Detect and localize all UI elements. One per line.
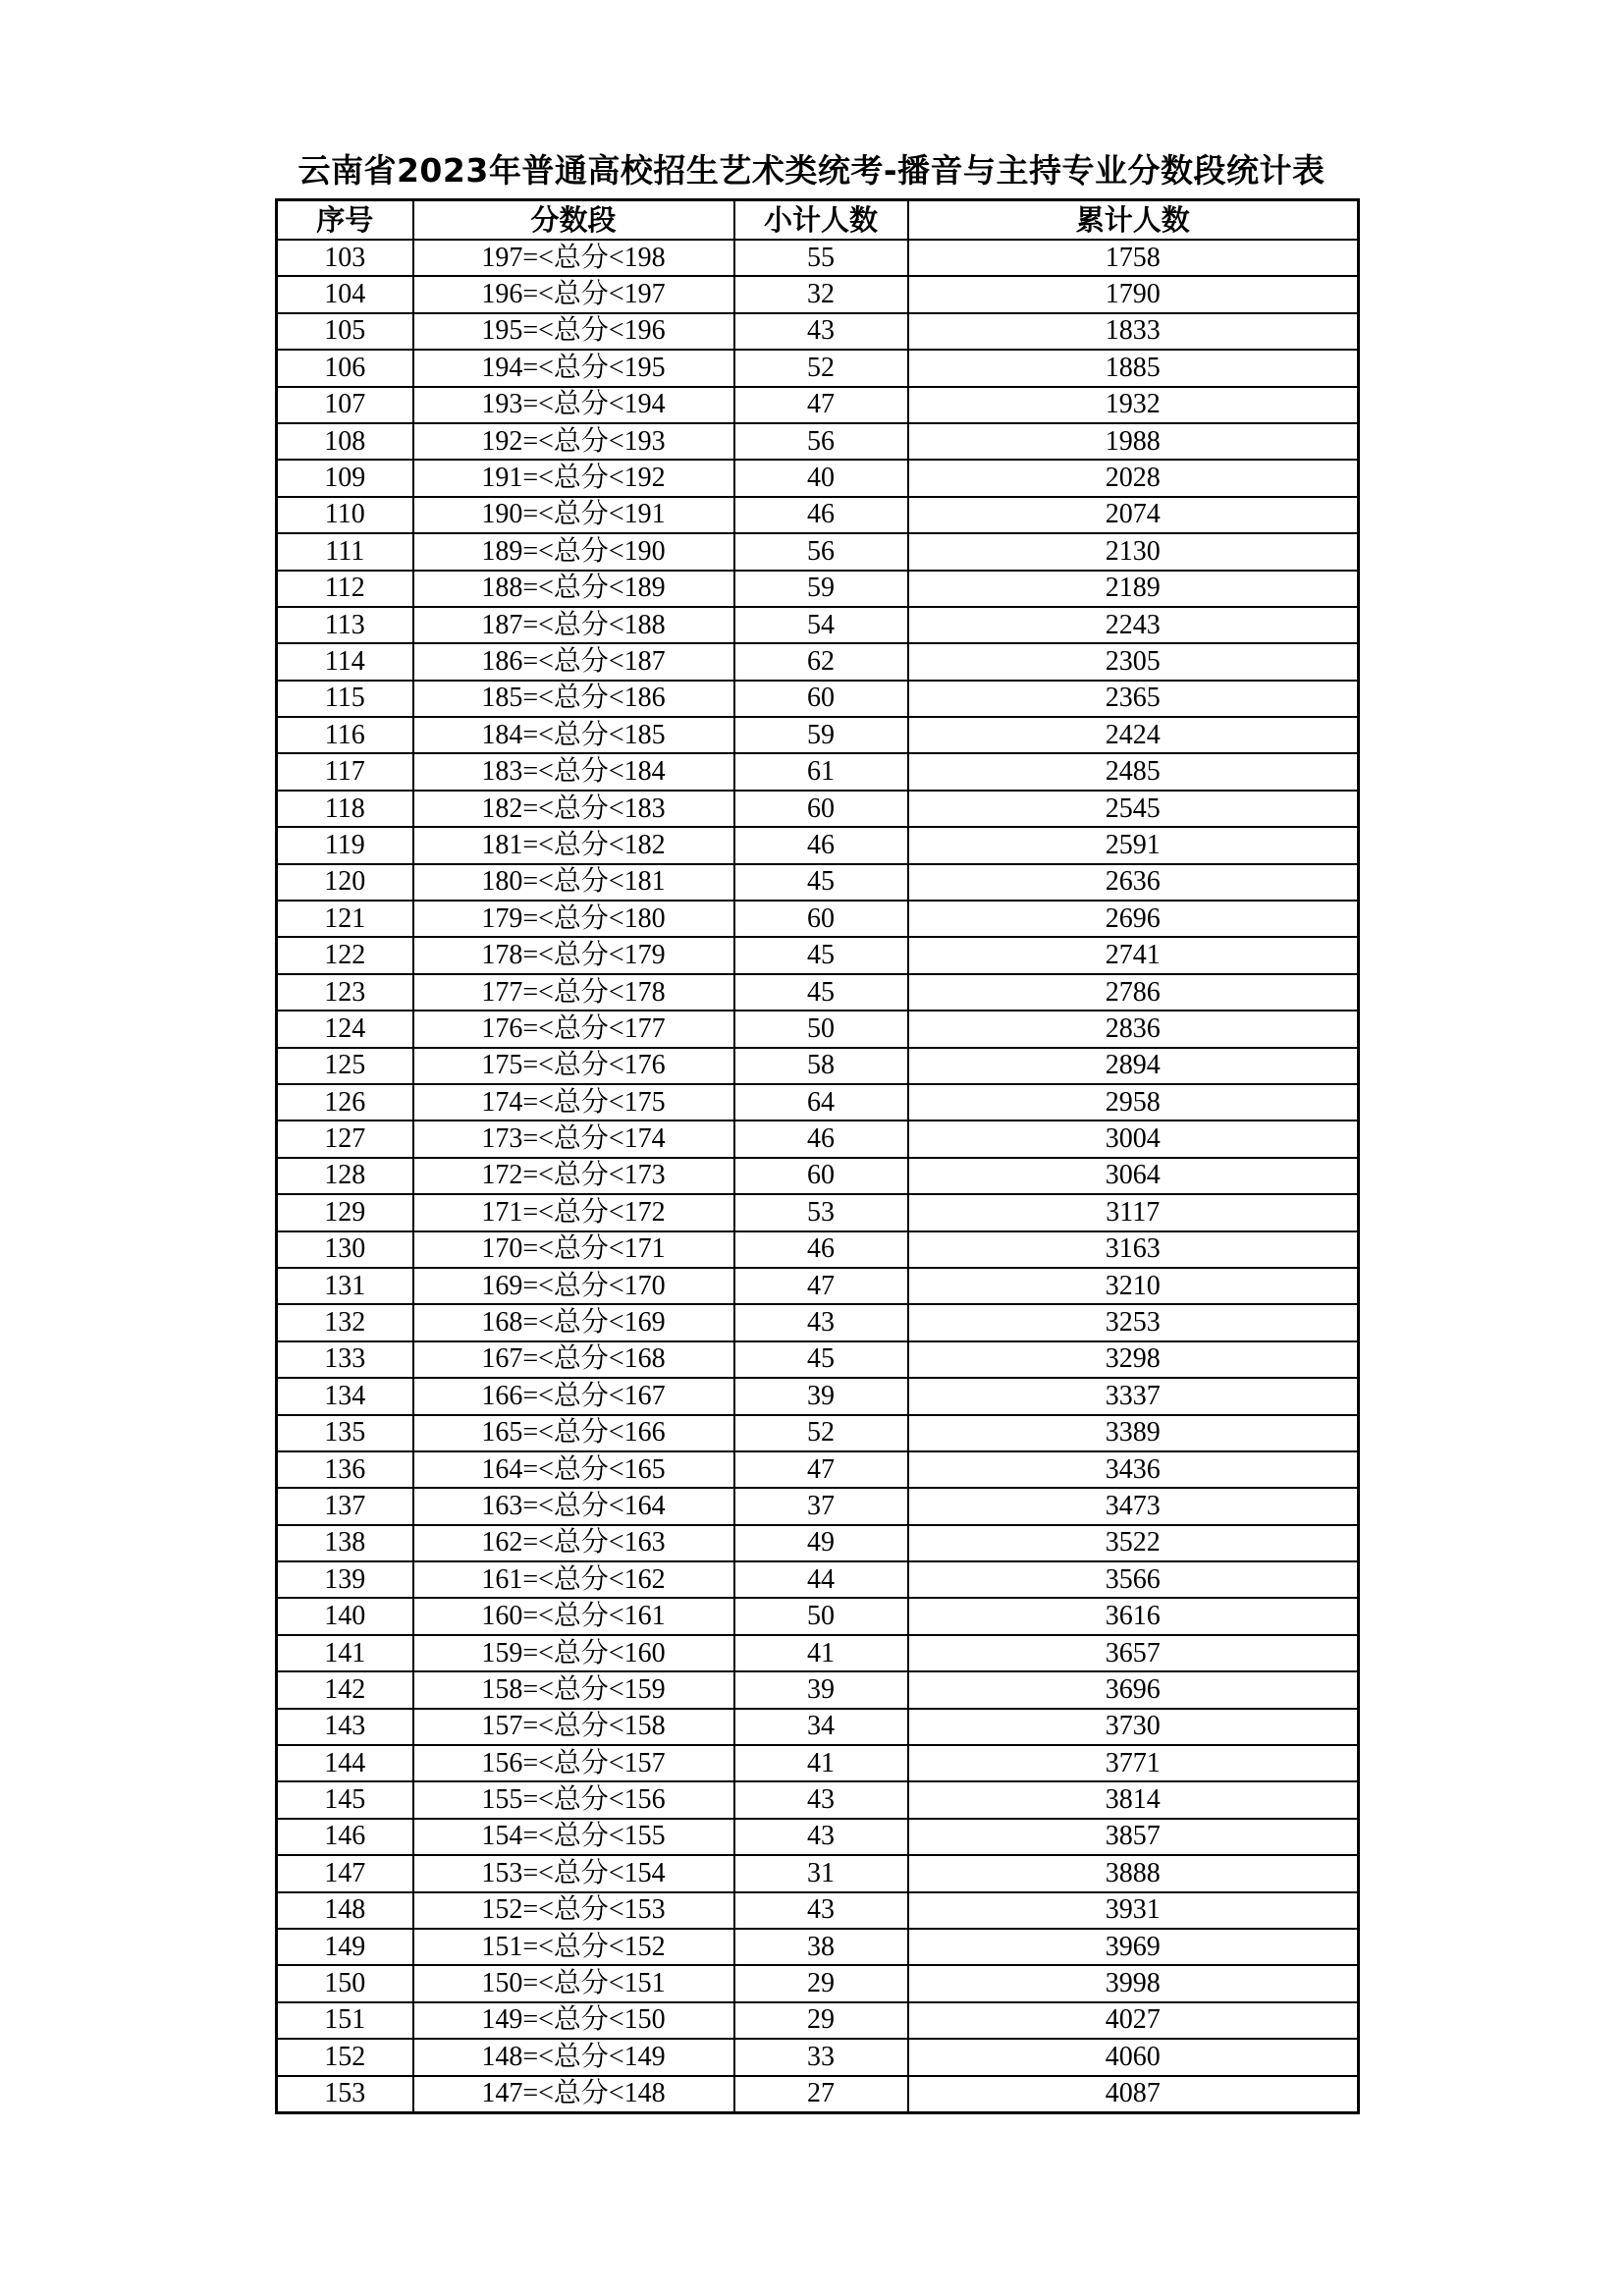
subtotal-count-cell: 54 bbox=[734, 607, 908, 643]
serial-number-cell: 122 bbox=[277, 937, 413, 973]
serial-number-cell: 121 bbox=[277, 901, 413, 937]
table-row bbox=[277, 460, 1359, 496]
serial-number-cell: 103 bbox=[277, 240, 413, 276]
score-range-cell: 148=<总分<149 bbox=[413, 2039, 734, 2075]
subtotal-count-cell: 60 bbox=[734, 791, 908, 827]
subtotal-count-cell: 58 bbox=[734, 1048, 908, 1084]
subtotal-count-cell: 56 bbox=[734, 423, 908, 460]
cumulative-count-cell: 1932 bbox=[908, 387, 1359, 423]
serial-number-cell: 140 bbox=[277, 1598, 413, 1634]
cumulative-count-cell: 2130 bbox=[908, 533, 1359, 570]
table-row bbox=[277, 1892, 1359, 1929]
subtotal-count-cell: 46 bbox=[734, 1121, 908, 1157]
score-range-cell: 160=<总分<161 bbox=[413, 1598, 734, 1634]
subtotal-count-cell: 27 bbox=[734, 2076, 908, 2113]
serial-number-cell: 141 bbox=[277, 1635, 413, 1671]
subtotal-count-cell: 43 bbox=[734, 1304, 908, 1340]
score-range-cell: 156=<总分<157 bbox=[413, 1745, 734, 1781]
table-row bbox=[277, 240, 1359, 276]
table-row bbox=[277, 1084, 1359, 1121]
score-distribution-table bbox=[275, 198, 1360, 2114]
table-row bbox=[277, 681, 1359, 717]
table-row bbox=[277, 827, 1359, 863]
table-row bbox=[277, 937, 1359, 973]
cumulative-count-cell: 3337 bbox=[908, 1378, 1359, 1414]
subtotal-count-cell: 61 bbox=[734, 753, 908, 790]
score-range-cell: 169=<总分<170 bbox=[413, 1268, 734, 1304]
serial-number-cell: 149 bbox=[277, 1929, 413, 1965]
cumulative-count-cell: 2028 bbox=[908, 460, 1359, 496]
score-range-cell: 186=<总分<187 bbox=[413, 643, 734, 680]
serial-number-cell: 130 bbox=[277, 1231, 413, 1268]
score-range-cell: 173=<总分<174 bbox=[413, 1121, 734, 1157]
serial-number-cell: 151 bbox=[277, 2002, 413, 2039]
serial-number-cell: 123 bbox=[277, 974, 413, 1011]
cumulative-count-cell: 1833 bbox=[908, 313, 1359, 350]
table-row bbox=[277, 717, 1359, 753]
cumulative-count-cell: 2786 bbox=[908, 974, 1359, 1011]
cumulative-count-cell: 2591 bbox=[908, 827, 1359, 863]
score-range-cell: 168=<总分<169 bbox=[413, 1304, 734, 1340]
serial-number-cell: 118 bbox=[277, 791, 413, 827]
header-subtotal-count: 小计人数 bbox=[734, 200, 908, 241]
score-range-cell: 174=<总分<175 bbox=[413, 1084, 734, 1121]
cumulative-count-cell: 3814 bbox=[908, 1781, 1359, 1818]
cumulative-count-cell: 2189 bbox=[908, 571, 1359, 607]
table-row bbox=[277, 1451, 1359, 1488]
score-range-cell: 178=<总分<179 bbox=[413, 937, 734, 973]
table-row bbox=[277, 1635, 1359, 1671]
table-row bbox=[277, 2002, 1359, 2039]
score-range-cell: 164=<总分<165 bbox=[413, 1451, 734, 1488]
cumulative-count-cell: 3969 bbox=[908, 1929, 1359, 1965]
table-body bbox=[277, 240, 1359, 2112]
cumulative-count-cell: 1758 bbox=[908, 240, 1359, 276]
table-row bbox=[277, 864, 1359, 901]
table-row bbox=[277, 313, 1359, 350]
score-range-cell: 185=<总分<186 bbox=[413, 681, 734, 717]
serial-number-cell: 134 bbox=[277, 1378, 413, 1414]
subtotal-count-cell: 44 bbox=[734, 1561, 908, 1598]
serial-number-cell: 129 bbox=[277, 1194, 413, 1230]
serial-number-cell: 119 bbox=[277, 827, 413, 863]
table-row bbox=[277, 2076, 1359, 2113]
score-range-cell: 167=<总分<168 bbox=[413, 1341, 734, 1378]
table-row bbox=[277, 1929, 1359, 1965]
subtotal-count-cell: 60 bbox=[734, 1158, 908, 1194]
subtotal-count-cell: 39 bbox=[734, 1378, 908, 1414]
table-row bbox=[277, 533, 1359, 570]
serial-number-cell: 108 bbox=[277, 423, 413, 460]
cumulative-count-cell: 2485 bbox=[908, 753, 1359, 790]
serial-number-cell: 150 bbox=[277, 1965, 413, 2001]
subtotal-count-cell: 37 bbox=[734, 1488, 908, 1524]
subtotal-count-cell: 33 bbox=[734, 2039, 908, 2075]
cumulative-count-cell: 2074 bbox=[908, 497, 1359, 533]
score-range-cell: 193=<总分<194 bbox=[413, 387, 734, 423]
table-row bbox=[277, 1561, 1359, 1598]
table-row bbox=[277, 1525, 1359, 1561]
serial-number-cell: 128 bbox=[277, 1158, 413, 1194]
table-row bbox=[277, 2039, 1359, 2075]
cumulative-count-cell: 2305 bbox=[908, 643, 1359, 680]
score-range-cell: 153=<总分<154 bbox=[413, 1855, 734, 1891]
serial-number-cell: 109 bbox=[277, 460, 413, 496]
subtotal-count-cell: 43 bbox=[734, 1892, 908, 1929]
cumulative-count-cell: 3888 bbox=[908, 1855, 1359, 1891]
cumulative-count-cell: 2545 bbox=[908, 791, 1359, 827]
cumulative-count-cell: 3931 bbox=[908, 1892, 1359, 1929]
table-header bbox=[277, 200, 1359, 241]
header-row bbox=[277, 200, 1359, 241]
serial-number-cell: 120 bbox=[277, 864, 413, 901]
subtotal-count-cell: 39 bbox=[734, 1671, 908, 1708]
subtotal-count-cell: 59 bbox=[734, 717, 908, 753]
subtotal-count-cell: 45 bbox=[734, 937, 908, 973]
table-row bbox=[277, 974, 1359, 1011]
cumulative-count-cell: 2836 bbox=[908, 1011, 1359, 1047]
score-range-cell: 182=<总分<183 bbox=[413, 791, 734, 827]
subtotal-count-cell: 34 bbox=[734, 1709, 908, 1745]
cumulative-count-cell: 3117 bbox=[908, 1194, 1359, 1230]
subtotal-count-cell: 45 bbox=[734, 864, 908, 901]
subtotal-count-cell: 49 bbox=[734, 1525, 908, 1561]
serial-number-cell: 136 bbox=[277, 1451, 413, 1488]
score-range-cell: 172=<总分<173 bbox=[413, 1158, 734, 1194]
table-row bbox=[277, 1231, 1359, 1268]
cumulative-count-cell: 3566 bbox=[908, 1561, 1359, 1598]
score-range-cell: 163=<总分<164 bbox=[413, 1488, 734, 1524]
serial-number-cell: 145 bbox=[277, 1781, 413, 1818]
serial-number-cell: 105 bbox=[277, 313, 413, 350]
header-score-range: 分数段 bbox=[413, 200, 734, 241]
subtotal-count-cell: 29 bbox=[734, 2002, 908, 2039]
score-range-cell: 196=<总分<197 bbox=[413, 276, 734, 312]
subtotal-count-cell: 31 bbox=[734, 1855, 908, 1891]
cumulative-count-cell: 2636 bbox=[908, 864, 1359, 901]
subtotal-count-cell: 52 bbox=[734, 350, 908, 386]
table-row bbox=[277, 1819, 1359, 1855]
subtotal-count-cell: 47 bbox=[734, 387, 908, 423]
score-range-cell: 151=<总分<152 bbox=[413, 1929, 734, 1965]
serial-number-cell: 143 bbox=[277, 1709, 413, 1745]
score-range-cell: 176=<总分<177 bbox=[413, 1011, 734, 1047]
serial-number-cell: 152 bbox=[277, 2039, 413, 2075]
subtotal-count-cell: 38 bbox=[734, 1929, 908, 1965]
subtotal-count-cell: 40 bbox=[734, 460, 908, 496]
subtotal-count-cell: 60 bbox=[734, 901, 908, 937]
table-row bbox=[277, 1121, 1359, 1157]
table-row bbox=[277, 1709, 1359, 1745]
table-row bbox=[277, 1855, 1359, 1891]
subtotal-count-cell: 43 bbox=[734, 1819, 908, 1855]
serial-number-cell: 115 bbox=[277, 681, 413, 717]
serial-number-cell: 127 bbox=[277, 1121, 413, 1157]
table-row bbox=[277, 497, 1359, 533]
subtotal-count-cell: 46 bbox=[734, 497, 908, 533]
header-cumulative-count: 累计人数 bbox=[908, 200, 1359, 241]
table-row bbox=[277, 276, 1359, 312]
score-range-cell: 155=<总分<156 bbox=[413, 1781, 734, 1818]
subtotal-count-cell: 41 bbox=[734, 1635, 908, 1671]
serial-number-cell: 104 bbox=[277, 276, 413, 312]
serial-number-cell: 110 bbox=[277, 497, 413, 533]
serial-number-cell: 117 bbox=[277, 753, 413, 790]
table-row bbox=[277, 1671, 1359, 1708]
subtotal-count-cell: 59 bbox=[734, 571, 908, 607]
score-range-cell: 159=<总分<160 bbox=[413, 1635, 734, 1671]
subtotal-count-cell: 45 bbox=[734, 1341, 908, 1378]
cumulative-count-cell: 2958 bbox=[908, 1084, 1359, 1121]
subtotal-count-cell: 29 bbox=[734, 1965, 908, 2001]
cumulative-count-cell: 4087 bbox=[908, 2076, 1359, 2113]
table-row bbox=[277, 1341, 1359, 1378]
score-range-cell: 197=<总分<198 bbox=[413, 240, 734, 276]
serial-number-cell: 146 bbox=[277, 1819, 413, 1855]
subtotal-count-cell: 46 bbox=[734, 827, 908, 863]
subtotal-count-cell: 64 bbox=[734, 1084, 908, 1121]
table-row bbox=[277, 1158, 1359, 1194]
serial-number-cell: 125 bbox=[277, 1048, 413, 1084]
subtotal-count-cell: 47 bbox=[734, 1451, 908, 1488]
subtotal-count-cell: 55 bbox=[734, 240, 908, 276]
cumulative-count-cell: 4027 bbox=[908, 2002, 1359, 2039]
cumulative-count-cell: 1790 bbox=[908, 276, 1359, 312]
cumulative-count-cell: 3730 bbox=[908, 1709, 1359, 1745]
score-range-cell: 188=<总分<189 bbox=[413, 571, 734, 607]
serial-number-cell: 133 bbox=[277, 1341, 413, 1378]
cumulative-count-cell: 3522 bbox=[908, 1525, 1359, 1561]
cumulative-count-cell: 3436 bbox=[908, 1451, 1359, 1488]
score-range-cell: 177=<总分<178 bbox=[413, 974, 734, 1011]
score-range-cell: 183=<总分<184 bbox=[413, 753, 734, 790]
table-row bbox=[277, 1488, 1359, 1524]
subtotal-count-cell: 60 bbox=[734, 681, 908, 717]
subtotal-count-cell: 45 bbox=[734, 974, 908, 1011]
cumulative-count-cell: 2741 bbox=[908, 937, 1359, 973]
subtotal-count-cell: 43 bbox=[734, 1781, 908, 1818]
serial-number-cell: 148 bbox=[277, 1892, 413, 1929]
subtotal-count-cell: 47 bbox=[734, 1268, 908, 1304]
table-row bbox=[277, 1745, 1359, 1781]
subtotal-count-cell: 52 bbox=[734, 1415, 908, 1451]
score-range-cell: 152=<总分<153 bbox=[413, 1892, 734, 1929]
document-title: 云南省2023年普通高校招生艺术类统考-播音与主持专业分数段统计表 bbox=[298, 151, 1325, 190]
serial-number-cell: 147 bbox=[277, 1855, 413, 1891]
cumulative-count-cell: 3298 bbox=[908, 1341, 1359, 1378]
cumulative-count-cell: 3004 bbox=[908, 1121, 1359, 1157]
score-range-cell: 179=<总分<180 bbox=[413, 901, 734, 937]
cumulative-count-cell: 3064 bbox=[908, 1158, 1359, 1194]
table-row bbox=[277, 1378, 1359, 1414]
subtotal-count-cell: 32 bbox=[734, 276, 908, 312]
subtotal-count-cell: 41 bbox=[734, 1745, 908, 1781]
cumulative-count-cell: 3210 bbox=[908, 1268, 1359, 1304]
header-serial-number: 序号 bbox=[277, 200, 413, 241]
table-row bbox=[277, 1781, 1359, 1818]
score-range-cell: 166=<总分<167 bbox=[413, 1378, 734, 1414]
score-range-cell: 191=<总分<192 bbox=[413, 460, 734, 496]
table-row bbox=[277, 1048, 1359, 1084]
cumulative-count-cell: 1885 bbox=[908, 350, 1359, 386]
table-row bbox=[277, 387, 1359, 423]
table-row bbox=[277, 1304, 1359, 1340]
table-row bbox=[277, 607, 1359, 643]
score-range-cell: 149=<总分<150 bbox=[413, 2002, 734, 2039]
cumulative-count-cell: 2365 bbox=[908, 681, 1359, 717]
score-range-cell: 192=<总分<193 bbox=[413, 423, 734, 460]
table-row bbox=[277, 571, 1359, 607]
serial-number-cell: 114 bbox=[277, 643, 413, 680]
table-row bbox=[277, 1194, 1359, 1230]
cumulative-count-cell: 2894 bbox=[908, 1048, 1359, 1084]
score-range-cell: 170=<总分<171 bbox=[413, 1231, 734, 1268]
serial-number-cell: 116 bbox=[277, 717, 413, 753]
serial-number-cell: 113 bbox=[277, 607, 413, 643]
table-row bbox=[277, 423, 1359, 460]
serial-number-cell: 126 bbox=[277, 1084, 413, 1121]
serial-number-cell: 135 bbox=[277, 1415, 413, 1451]
score-range-cell: 161=<总分<162 bbox=[413, 1561, 734, 1598]
subtotal-count-cell: 50 bbox=[734, 1011, 908, 1047]
cumulative-count-cell: 3857 bbox=[908, 1819, 1359, 1855]
cumulative-count-cell: 3771 bbox=[908, 1745, 1359, 1781]
serial-number-cell: 137 bbox=[277, 1488, 413, 1524]
table-row bbox=[277, 1268, 1359, 1304]
table-row bbox=[277, 1598, 1359, 1634]
cumulative-count-cell: 4060 bbox=[908, 2039, 1359, 2075]
table-row bbox=[277, 1011, 1359, 1047]
score-range-cell: 194=<总分<195 bbox=[413, 350, 734, 386]
cumulative-count-cell: 2424 bbox=[908, 717, 1359, 753]
subtotal-count-cell: 50 bbox=[734, 1598, 908, 1634]
score-range-cell: 157=<总分<158 bbox=[413, 1709, 734, 1745]
subtotal-count-cell: 46 bbox=[734, 1231, 908, 1268]
score-range-cell: 184=<总分<185 bbox=[413, 717, 734, 753]
serial-number-cell: 132 bbox=[277, 1304, 413, 1340]
score-range-cell: 171=<总分<172 bbox=[413, 1194, 734, 1230]
table-row bbox=[277, 753, 1359, 790]
table-row bbox=[277, 643, 1359, 680]
cumulative-count-cell: 2696 bbox=[908, 901, 1359, 937]
cumulative-count-cell: 3696 bbox=[908, 1671, 1359, 1708]
table-row bbox=[277, 1415, 1359, 1451]
score-range-cell: 195=<总分<196 bbox=[413, 313, 734, 350]
serial-number-cell: 153 bbox=[277, 2076, 413, 2113]
cumulative-count-cell: 2243 bbox=[908, 607, 1359, 643]
cumulative-count-cell: 3998 bbox=[908, 1965, 1359, 2001]
subtotal-count-cell: 43 bbox=[734, 313, 908, 350]
score-range-cell: 147=<总分<148 bbox=[413, 2076, 734, 2113]
score-range-cell: 150=<总分<151 bbox=[413, 1965, 734, 2001]
subtotal-count-cell: 53 bbox=[734, 1194, 908, 1230]
score-range-cell: 154=<总分<155 bbox=[413, 1819, 734, 1855]
serial-number-cell: 107 bbox=[277, 387, 413, 423]
serial-number-cell: 112 bbox=[277, 571, 413, 607]
cumulative-count-cell: 1988 bbox=[908, 423, 1359, 460]
cumulative-count-cell: 3163 bbox=[908, 1231, 1359, 1268]
serial-number-cell: 142 bbox=[277, 1671, 413, 1708]
cumulative-count-cell: 3389 bbox=[908, 1415, 1359, 1451]
score-range-cell: 175=<总分<176 bbox=[413, 1048, 734, 1084]
serial-number-cell: 131 bbox=[277, 1268, 413, 1304]
table-row bbox=[277, 901, 1359, 937]
cumulative-count-cell: 3473 bbox=[908, 1488, 1359, 1524]
serial-number-cell: 144 bbox=[277, 1745, 413, 1781]
subtotal-count-cell: 56 bbox=[734, 533, 908, 570]
score-range-cell: 189=<总分<190 bbox=[413, 533, 734, 570]
score-range-cell: 187=<总分<188 bbox=[413, 607, 734, 643]
cumulative-count-cell: 3616 bbox=[908, 1598, 1359, 1634]
cumulative-count-cell: 3253 bbox=[908, 1304, 1359, 1340]
table-row bbox=[277, 1965, 1359, 2001]
table-row bbox=[277, 791, 1359, 827]
score-range-cell: 158=<总分<159 bbox=[413, 1671, 734, 1708]
score-range-cell: 162=<总分<163 bbox=[413, 1525, 734, 1561]
score-range-cell: 181=<总分<182 bbox=[413, 827, 734, 863]
cumulative-count-cell: 3657 bbox=[908, 1635, 1359, 1671]
score-range-cell: 165=<总分<166 bbox=[413, 1415, 734, 1451]
serial-number-cell: 124 bbox=[277, 1011, 413, 1047]
table-row bbox=[277, 350, 1359, 386]
serial-number-cell: 106 bbox=[277, 350, 413, 386]
score-range-cell: 180=<总分<181 bbox=[413, 864, 734, 901]
subtotal-count-cell: 62 bbox=[734, 643, 908, 680]
serial-number-cell: 111 bbox=[277, 533, 413, 570]
serial-number-cell: 139 bbox=[277, 1561, 413, 1598]
score-range-cell: 190=<总分<191 bbox=[413, 497, 734, 533]
serial-number-cell: 138 bbox=[277, 1525, 413, 1561]
